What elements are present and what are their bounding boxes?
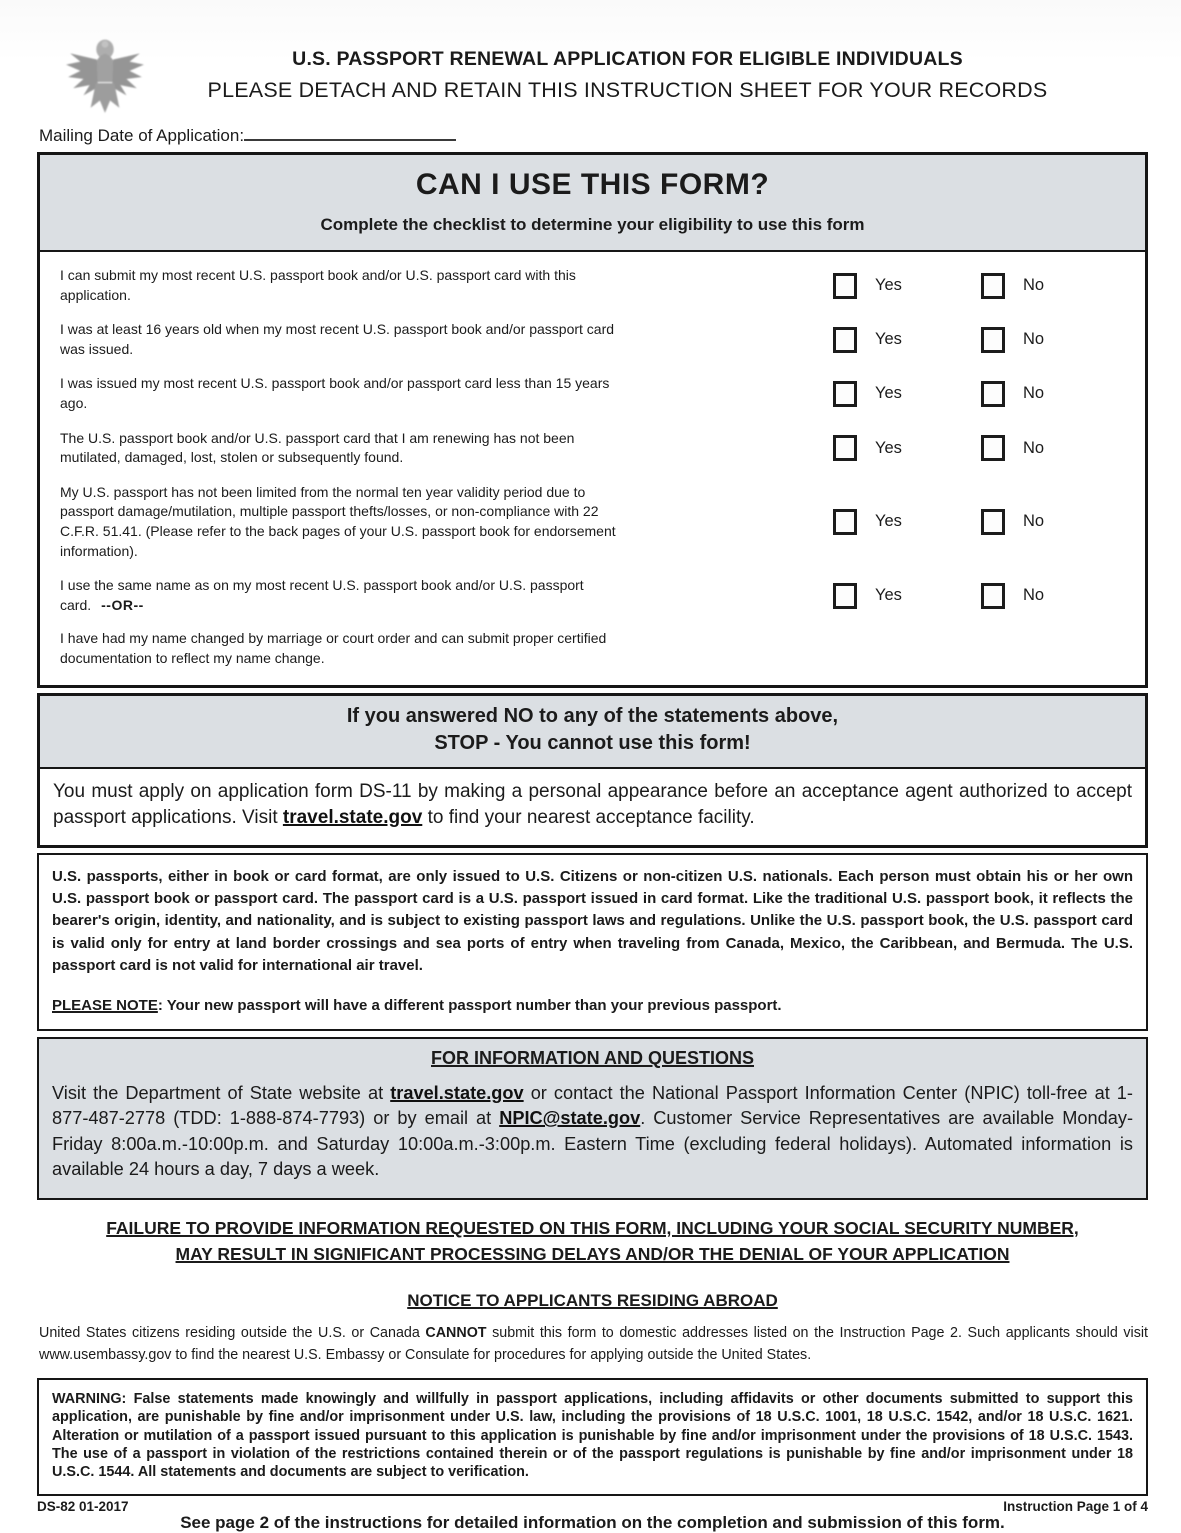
yes-option (833, 509, 981, 535)
no-checkbox[interactable] (981, 583, 1005, 609)
no-option (981, 435, 1044, 461)
yes-checkbox[interactable] (833, 327, 857, 353)
info-text: . Customer Service Representatives are available Monday-Friday 8:00a.m.-10:00p.m. and Saturday 10:00a.m.-3:00p.m. Eastern Time (excluding federal holidays). Automated information is available 24 hours a day, 7 days a week. (52, 1108, 1133, 1180)
travel-state-gov-link[interactable]: travel.state.gov (282, 806, 423, 828)
form-number: DS-82 01-2017 (37, 1499, 129, 1514)
yes-checkbox[interactable] (833, 435, 857, 461)
no-checkbox[interactable] (981, 381, 1005, 407)
checklist-row (60, 374, 1125, 413)
notice-text: submit this form to domestic addresses listed on the Instruction Page 2. Such applicants should visit www.usembassy.gov to find the nearest U.S. Embassy or Consulate for procedures for applying outside the United States. (39, 1325, 1148, 1363)
yes-label: Yes (875, 586, 902, 605)
notice-abroad-title: NOTICE TO APPLICANTS RESIDING ABROAD (407, 1291, 778, 1311)
cannot-emphasis: CANNOT (425, 1325, 487, 1342)
please-note-line (52, 997, 1133, 1014)
information-section (37, 1037, 1148, 1200)
no-option (981, 583, 1044, 609)
yes-no-group (833, 509, 1125, 535)
or-separator: --OR-- (101, 596, 144, 613)
mailing-date-row (39, 126, 1148, 146)
stop-line-1: If you answered NO to any of the statements above, (346, 704, 839, 727)
yes-label: Yes (875, 384, 902, 403)
mailing-date-input-line[interactable] (244, 126, 456, 141)
info-text: Visit the Department of State website at (52, 1082, 391, 1103)
yes-label: Yes (875, 330, 902, 349)
yes-option (833, 273, 981, 299)
warning-text: False statements made knowingly and willfully in passport applications, including affidavits or other documents submitted to support this application, are punishable by fine and/or imprisonment under U.S. law, including the provisions of 18 U.S.C. 1001, 18 U.S.C. 1542, and/or 18 U.S.C. 1621. Alteration or mutilation of a passport issued pursuant to this application is punishable by fine and/or imprisonment under the provisions of 18 U.S.C. 1543. The use of a passport in violation of the restrictions contained therein or of the passport regulations is punishable by fine and/or imprisonment under 18 U.S.C. 1544. All statements and documents are subject to verification. (52, 1391, 1133, 1481)
information-paragraph (52, 1081, 1133, 1183)
no-option (981, 509, 1044, 535)
stop-section (37, 693, 1148, 848)
stop-banner (40, 696, 1145, 769)
form-subtitle: PLEASE DETACH AND RETAIN THIS INSTRUCTION SHEET FOR YOUR RECORDS (207, 78, 1048, 102)
no-label: No (1023, 512, 1045, 531)
great-seal-eagle-icon (57, 36, 153, 120)
eligibility-checklist (40, 252, 1145, 685)
no-checkbox[interactable] (981, 435, 1005, 461)
no-label: No (1023, 276, 1045, 295)
yes-no-group (833, 435, 1125, 461)
eligibility-subtitle: Complete the checklist to determine your eligibility to use this form (320, 215, 865, 234)
checklist-row (60, 483, 1125, 561)
please-note-label: PLEASE NOTE (52, 996, 158, 1014)
no-checkbox[interactable] (981, 327, 1005, 353)
stop-paragraph (40, 769, 1145, 845)
warning-label: WARNING: (52, 1391, 127, 1408)
passport-info-section (37, 853, 1148, 1031)
travel-state-gov-link[interactable]: travel.state.gov (390, 1082, 524, 1103)
checklist-statement: My U.S. passport has not been limited from the normal ten year validity period due to passport damage/mutilation, multiple passport thefts/losses, or non-compliance with 22 C.F.R. 51.41. (Please refer to the back pages of your U.S. passport book for endorsement information). (60, 483, 616, 559)
checklist-statement: I can submit my most recent U.S. passport book and/or U.S. passport card with this application. (60, 267, 576, 303)
checklist-row (60, 320, 1125, 359)
see-page-2-note: See page 2 of the instructions for detailed information on the completion and submission of this form. (180, 1512, 1005, 1532)
failure-line-2: MAY RESULT IN SIGNIFICANT PROCESSING DELAYS AND/OR THE DENIAL OF YOUR APPLICATION (175, 1244, 1010, 1265)
failure-line-1: FAILURE TO PROVIDE INFORMATION REQUESTED ON THIS FORM, INCLUDING YOUR SOCIAL SECURITY NUMBER, (106, 1217, 1079, 1238)
notice-text: United States citizens residing outside the U.S. or Canada (39, 1325, 426, 1342)
checklist-row (60, 576, 1125, 615)
yes-no-group (833, 583, 1125, 609)
warning-section (37, 1378, 1148, 1495)
info-text: or contact the National Passport Information Center (NPIC) toll-free at 1-877-487-2778 (TDD: 1-888-874-7793) or by email at (52, 1082, 1133, 1129)
yes-no-group (833, 381, 1125, 407)
information-title: FOR INFORMATION AND QUESTIONS (431, 1047, 754, 1068)
no-checkbox[interactable] (981, 509, 1005, 535)
yes-no-group (833, 273, 1125, 299)
passport-info-paragraph: U.S. passports, either in book or card format, are only issued to U.S. Citizens or non-citizen U.S. nationals. Each person must obtain his or her own U.S. passport book or passport card. The passport card is a U.S. passport issued in card format. Like the traditional U.S. passport book, it reflects the bearer's origin, identity, and nationality, and is subject to existing passport laws and regulations. Unlike the U.S. passport book, the U.S. passport card is valid only for entry at land border crossings and sea ports of entry when traveling from Canada, Mexico, the Caribbean, and Bermuda. The U.S. passport card is not valid for international air travel. (52, 867, 1133, 974)
failure-warning-heading (37, 1215, 1148, 1268)
no-label: No (1023, 384, 1045, 403)
yes-option (833, 435, 981, 461)
yes-checkbox[interactable] (833, 583, 857, 609)
yes-option (833, 327, 981, 353)
yes-no-group (833, 327, 1125, 353)
page-footer (37, 1499, 1148, 1514)
stop-text: to find your nearest acceptance facility. (422, 806, 755, 828)
form-title: U.S. PASSPORT RENEWAL APPLICATION FOR ELIGIBLE INDIVIDUALS (292, 48, 963, 70)
please-note-text: : Your new passport will have a different passport number than your previous passport. (157, 996, 782, 1014)
yes-label: Yes (875, 512, 902, 531)
checklist-row (60, 429, 1125, 468)
no-option (981, 273, 1044, 299)
no-label: No (1023, 586, 1045, 605)
statement-text: I use the same name as on my most recent U.S. passport book and/or U.S. passport card. (60, 577, 584, 613)
npic-email-link[interactable]: NPIC@state.gov (499, 1108, 641, 1129)
no-checkbox[interactable] (981, 273, 1005, 299)
yes-option (833, 583, 981, 609)
yes-checkbox[interactable] (833, 273, 857, 299)
eligibility-section (37, 152, 1148, 688)
eligibility-title: CAN I USE THIS FORM? (415, 168, 770, 201)
no-label: No (1023, 330, 1045, 349)
yes-label: Yes (875, 276, 902, 295)
checklist-statement: I was at least 16 years old when my most recent U.S. passport book and/or passport card was issued. (60, 321, 615, 357)
page-number: Instruction Page 1 of 4 (1003, 1499, 1148, 1514)
warning-paragraph (52, 1390, 1133, 1481)
title-block (37, 34, 1148, 103)
yes-checkbox[interactable] (833, 509, 857, 535)
eligibility-header (40, 155, 1145, 252)
stop-text: You must apply on application form DS-11 by making a personal appearance before an acceptance agent authorized to accept passport applications. Visit (53, 780, 1132, 828)
page-header (37, 34, 1148, 122)
stop-line-2: STOP - You cannot use this form! (434, 731, 751, 754)
mailing-date-label: Mailing Date of Application: (39, 126, 245, 145)
no-label: No (1023, 438, 1045, 457)
notice-abroad-paragraph (39, 1323, 1148, 1366)
checklist-statement: The U.S. passport book and/or U.S. passport card that I am renewing has not been mutilated, damaged, lost, stolen or subsequently found. (60, 429, 575, 466)
yes-label: Yes (875, 438, 902, 457)
checklist-statement (60, 576, 620, 615)
yes-option (833, 381, 981, 407)
no-option (981, 327, 1044, 353)
checklist-statement-continued: I have had my name changed by marriage or court order and can submit proper certified documentation to reflect my name change. (60, 630, 607, 666)
checklist-statement: I was issued my most recent U.S. passport book and/or passport card less than 15 years ago. (60, 375, 610, 411)
checklist-row (60, 266, 1125, 305)
no-option (981, 381, 1044, 407)
yes-checkbox[interactable] (833, 381, 857, 407)
